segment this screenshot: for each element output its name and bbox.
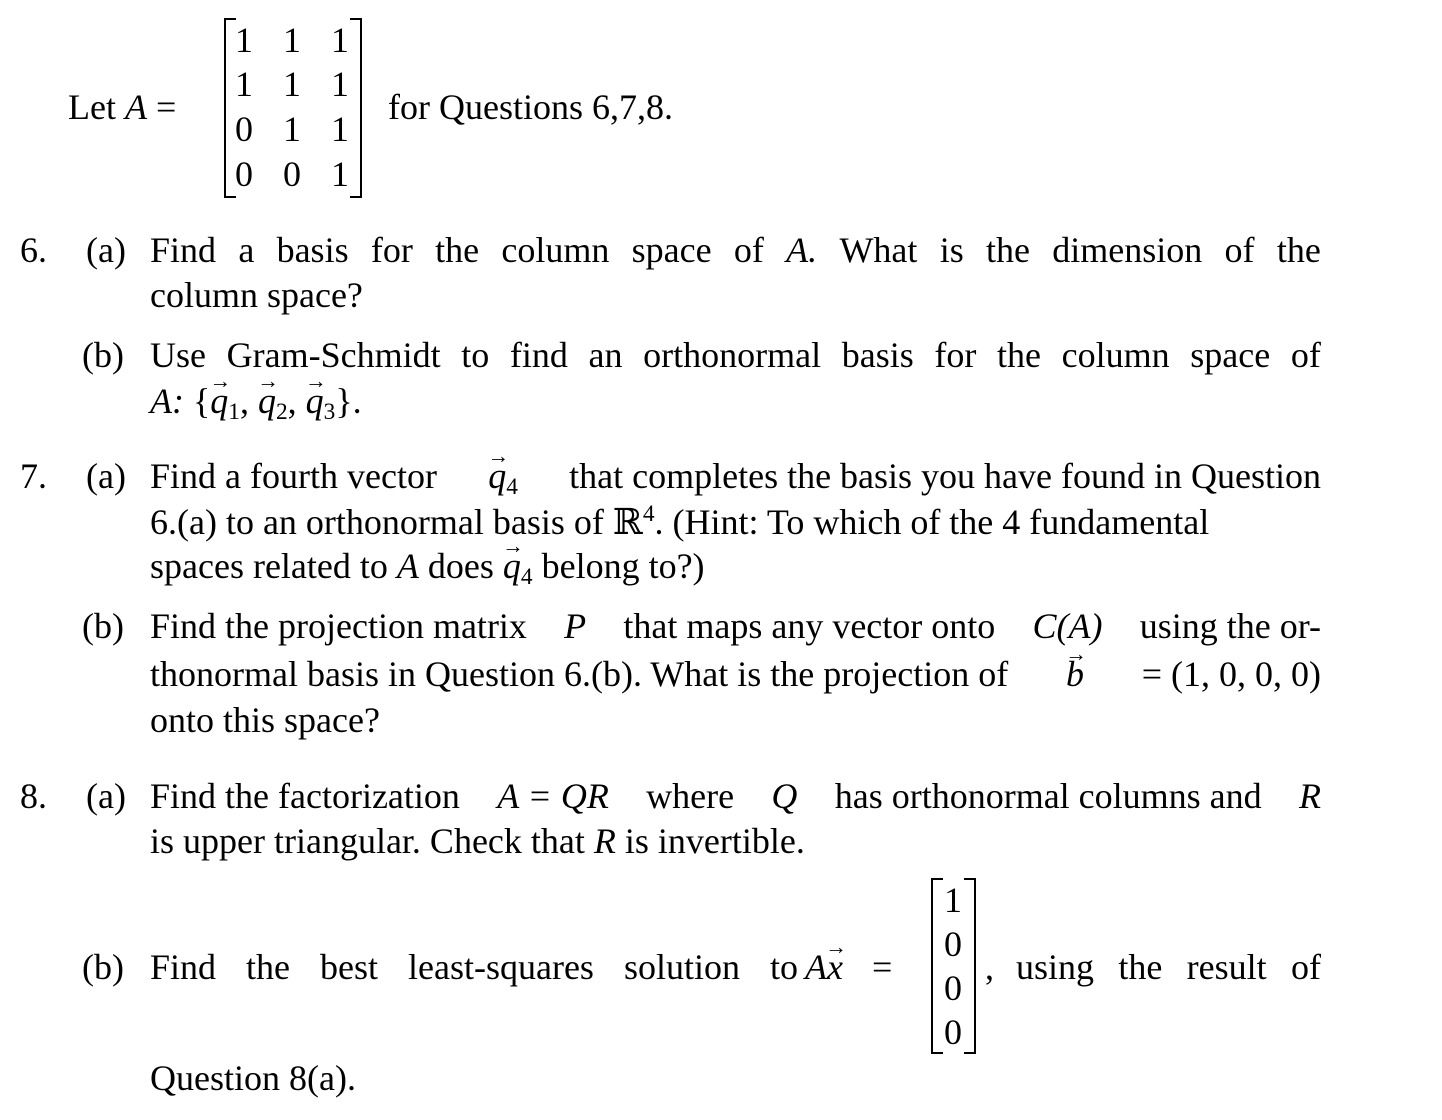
q8a-R-2: R bbox=[593, 821, 616, 861]
q4-sub-2: 4 bbox=[520, 563, 533, 590]
q7b-line2-end: = (1, 0, 0, 0) bbox=[1141, 654, 1321, 694]
q8a-line2-start: is upper triangular. Check that bbox=[150, 821, 585, 861]
q6b-line1-word: basis bbox=[841, 335, 914, 375]
q8b-comma: , bbox=[985, 947, 994, 987]
q6a-line2: column space? bbox=[150, 275, 363, 315]
q6a-line1-word: dimension bbox=[1052, 230, 1203, 270]
q8a-line2 bbox=[150, 823, 805, 859]
q6b-line1-word: to bbox=[461, 335, 490, 375]
q8a-Q: Q bbox=[771, 776, 798, 816]
matrix-cell: 1 bbox=[283, 20, 301, 60]
q7a-line1-end: that completes the basis you have found in Question bbox=[569, 456, 1321, 496]
q2-sub: 2 bbox=[275, 398, 288, 425]
q7a-label: (a) bbox=[86, 456, 126, 496]
q8b-after-word: using bbox=[1016, 947, 1095, 987]
q7a-line2 bbox=[150, 503, 1209, 541]
q7a-line1 bbox=[150, 458, 1321, 499]
q6a-line1-word: the bbox=[986, 230, 1030, 270]
comma-1: , bbox=[239, 381, 249, 421]
real-numbers-symbol: ℝ bbox=[612, 501, 643, 543]
q6b-line1-word: for bbox=[934, 335, 977, 375]
q7a-line3-mid: does bbox=[427, 546, 494, 586]
q7b-line1-start: Find the projection matrix bbox=[150, 606, 527, 646]
x-vector: → x bbox=[827, 949, 843, 985]
matrix-cell: 1 bbox=[331, 154, 349, 194]
q8b-words-word: to bbox=[769, 947, 798, 987]
q7b-P: P bbox=[564, 606, 587, 646]
q8a-R: R bbox=[1298, 776, 1321, 816]
q7-number: 7. bbox=[20, 456, 47, 496]
q8b-words-word: solution bbox=[623, 947, 740, 987]
q7a-line1-start: Find a fourth vector bbox=[150, 456, 437, 496]
q7a-line2-end: . (Hint: To which of the 4 fundamental bbox=[654, 501, 1210, 542]
q6a-line1 bbox=[150, 232, 1321, 268]
q8b-words-word: least-squares bbox=[408, 947, 594, 987]
q3-sub: 3 bbox=[323, 398, 336, 425]
q8b-after-word: result bbox=[1186, 947, 1267, 987]
q6a-line1-word: What bbox=[839, 230, 918, 270]
q8a-line1-start: Find the factorization bbox=[150, 776, 460, 816]
comma-2: , bbox=[287, 381, 297, 421]
q6b-A: A: bbox=[150, 381, 184, 421]
q8b-after bbox=[1016, 949, 1321, 985]
q8b-label: (b) bbox=[82, 947, 124, 987]
q6a-line1-word: space bbox=[631, 230, 712, 270]
q6a-line1-word: of bbox=[733, 230, 764, 270]
q8a-label: (a) bbox=[86, 776, 126, 816]
matrix-cell: 1 bbox=[331, 64, 349, 104]
intro-suffix: for Questions 6,7,8. bbox=[388, 87, 673, 127]
vector-cell: 0 bbox=[944, 924, 962, 964]
matrix-cell: 1 bbox=[283, 64, 301, 104]
q8b-after-word: the bbox=[1118, 947, 1163, 987]
q8b-words-word: Find bbox=[150, 947, 217, 987]
q8b-words-word: the bbox=[246, 947, 291, 987]
q7a-line3-start: spaces related to bbox=[150, 546, 388, 586]
matrix-cell: 0 bbox=[235, 154, 253, 194]
q4-vector: → q bbox=[488, 458, 506, 494]
vector-b bbox=[931, 878, 976, 1054]
q6b-label: (b) bbox=[82, 335, 124, 375]
q6b-line2 bbox=[150, 383, 362, 424]
q6b-line1-word: column bbox=[1061, 335, 1170, 375]
q7a-q4 bbox=[488, 458, 518, 499]
q8b-words bbox=[150, 949, 798, 985]
q6b-line1-word: the bbox=[997, 335, 1042, 375]
q7b-line2-start: thonormal basis in Question 6.(b). What is the projection of bbox=[150, 654, 1009, 694]
matrix-cell: 1 bbox=[235, 64, 253, 104]
q3-vector: → q bbox=[306, 383, 324, 419]
q6b-line1-word: an bbox=[588, 335, 623, 375]
q8b-Ax bbox=[805, 949, 843, 985]
q6b-line1-word: Use bbox=[150, 335, 206, 375]
q6a-line1-word: A. bbox=[786, 230, 818, 270]
q2-vector: → q bbox=[258, 383, 276, 419]
q6b-line1-word: orthonormal bbox=[643, 335, 822, 375]
q8b-words-word: best bbox=[320, 947, 379, 987]
q7b-CA: C(A) bbox=[1032, 606, 1103, 646]
matrix-cell: 0 bbox=[283, 154, 301, 194]
q7b-line3: onto this space? bbox=[150, 700, 380, 740]
q1-sub: 1 bbox=[228, 398, 240, 425]
q6a-line1-word: basis bbox=[276, 230, 349, 270]
q6a-label: (a) bbox=[86, 230, 126, 270]
q7a-line2-start: 6.(a) to an orthonormal basis of bbox=[150, 501, 604, 542]
vector-cell: 0 bbox=[944, 1012, 962, 1052]
q7b-line1 bbox=[150, 608, 1321, 644]
var-A: A bbox=[124, 87, 147, 127]
q8a-equation: A = QR bbox=[497, 776, 609, 816]
set-close: }. bbox=[335, 381, 362, 421]
q6a-line1-word: the bbox=[435, 230, 480, 270]
q7a-line3-end: belong to?) bbox=[541, 546, 705, 586]
b-vector: → b bbox=[1066, 656, 1084, 692]
q4-vector-2: → q bbox=[503, 548, 521, 584]
matrix-cell: 1 bbox=[331, 109, 349, 149]
q7b-line1-end: using the or- bbox=[1139, 606, 1321, 646]
q6a-line1-word: of bbox=[1224, 230, 1255, 270]
q6b-line1-word: of bbox=[1290, 335, 1321, 375]
q7b-line1-mid: that maps any vector onto bbox=[623, 606, 996, 646]
matrix-cell: 0 bbox=[235, 109, 253, 149]
real-sup: 4 bbox=[642, 501, 655, 527]
q8a-line2-end: is invertible. bbox=[624, 821, 805, 861]
q8b-A: A bbox=[805, 947, 827, 987]
q7b-label: (b) bbox=[82, 606, 124, 646]
q8b-equals: = bbox=[872, 947, 893, 987]
q7a-A: A bbox=[396, 546, 419, 586]
q1-vector: → q bbox=[210, 383, 228, 419]
vector-cell: 0 bbox=[944, 968, 962, 1008]
q6a-line1-word: the bbox=[1276, 230, 1321, 270]
let-label: Let bbox=[68, 87, 116, 127]
matrix-cell: 1 bbox=[235, 20, 253, 60]
matrix-A bbox=[224, 18, 362, 198]
q8a-line1-mid: where bbox=[646, 776, 735, 816]
q6a-line1-word: a bbox=[238, 230, 255, 270]
q8b-line2: Question 8(a). bbox=[150, 1058, 356, 1098]
intro-let bbox=[68, 89, 176, 125]
q6a-line1-word: Find bbox=[150, 230, 217, 270]
q6b-line1-word: Gram-Schmidt bbox=[226, 335, 441, 375]
q7b-line2 bbox=[150, 656, 1321, 692]
q6b-line1 bbox=[150, 337, 1321, 373]
q6b-line1-word: space bbox=[1190, 335, 1271, 375]
q7a-line3 bbox=[150, 548, 705, 589]
q4-sub: 4 bbox=[506, 473, 518, 500]
q8a-line1 bbox=[150, 778, 1321, 814]
q8-number: 8. bbox=[20, 776, 47, 816]
q8a-line1-mid2: has orthonormal columns and bbox=[834, 776, 1262, 816]
q6-number: 6. bbox=[20, 230, 47, 270]
q6a-line1-word: column bbox=[501, 230, 610, 270]
equals-sign: = bbox=[155, 87, 177, 127]
q6b-line1-word: find bbox=[509, 335, 568, 375]
q6a-line1-word: is bbox=[939, 230, 964, 270]
q6a-line1-word: for bbox=[370, 230, 413, 270]
set-open: { bbox=[192, 381, 211, 421]
matrix-cell: 1 bbox=[283, 109, 301, 149]
vector-cell: 1 bbox=[944, 880, 962, 920]
q8b-after-word: of bbox=[1290, 947, 1321, 987]
matrix-cell: 1 bbox=[331, 20, 349, 60]
